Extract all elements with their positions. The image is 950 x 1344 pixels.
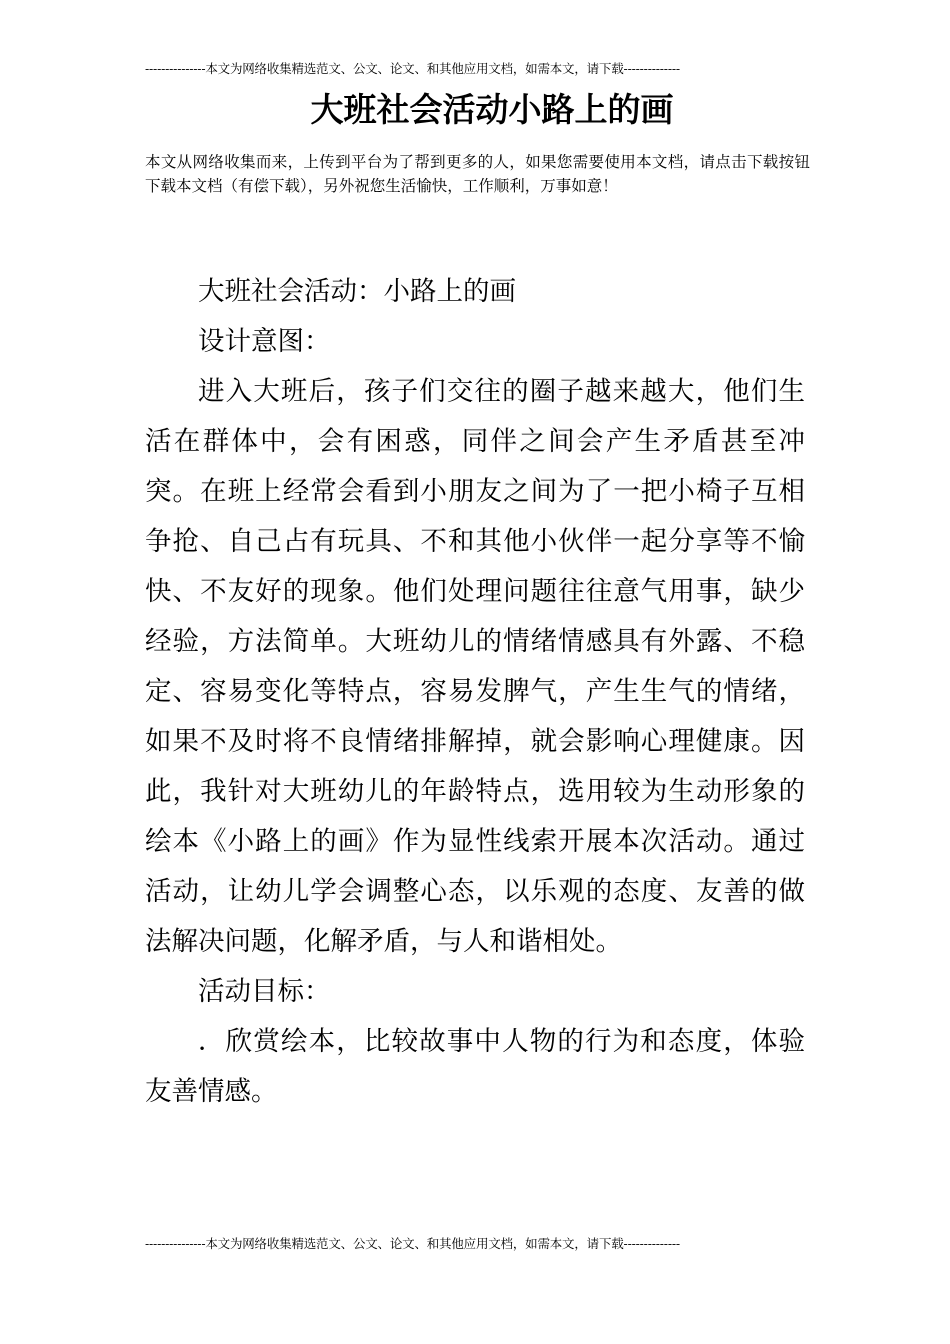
document-body	[145, 267, 805, 1117]
paragraph-goal-item: ．欣赏绘本，比较故事中人物的行为和态度，体验友善情感。	[145, 1026, 805, 1107]
paragraph-design-heading: 设计意图：	[198, 326, 331, 357]
header-banner: ---------------本文为网络收集精选范文、公文、论文、和其他应用文档，如需本文，请下载--------------	[145, 61, 680, 76]
document-title: 大班社会活动小路上的画	[310, 90, 674, 129]
intro-notice: 本文从网络收集而来，上传到平台为了帮到更多的人，如果您需要使用本文档，请点击下载按钮下载本文档（有偿下载），另外祝您生活愉快，工作顺利，万事如意！	[145, 153, 810, 195]
paragraph-design-text: 进入大班后，孩子们交往的圈子越来越大，他们生活在群体中，会有困惑，同伴之间会产生矛盾甚至冲突。在班上经常会看到小朋友之间为了一把小椅子互相争抢、自己占有玩具、不和其他小伙伴一起分享等不愉快、不友好的现象。他们处理问题往往意气用事，缺少经验，方法简单。大班幼儿的情绪情感具有外露、不稳定、容易变化等特点，容易发脾气，产生生气的情绪，如果不及时将不良情绪排解掉，就会影响心理健康。因此，我针对大班幼儿的年龄特点，选用较为生动形象的绘本《小路上的画》作为显性线索开展本次活动。通过活动，让幼儿学会调整心态，以乐观的态度、友善的做法解决问题，化解矛盾，与人和谐相处。	[145, 376, 805, 957]
paragraph-goals-heading: 活动目标：	[198, 976, 331, 1007]
paragraph-activity-title: 大班社会活动：小路上的画	[198, 276, 516, 307]
footer-banner: ---------------本文为网络收集精选范文、公文、论文、和其他应用文档，如需本文，请下载--------------	[145, 1236, 680, 1251]
